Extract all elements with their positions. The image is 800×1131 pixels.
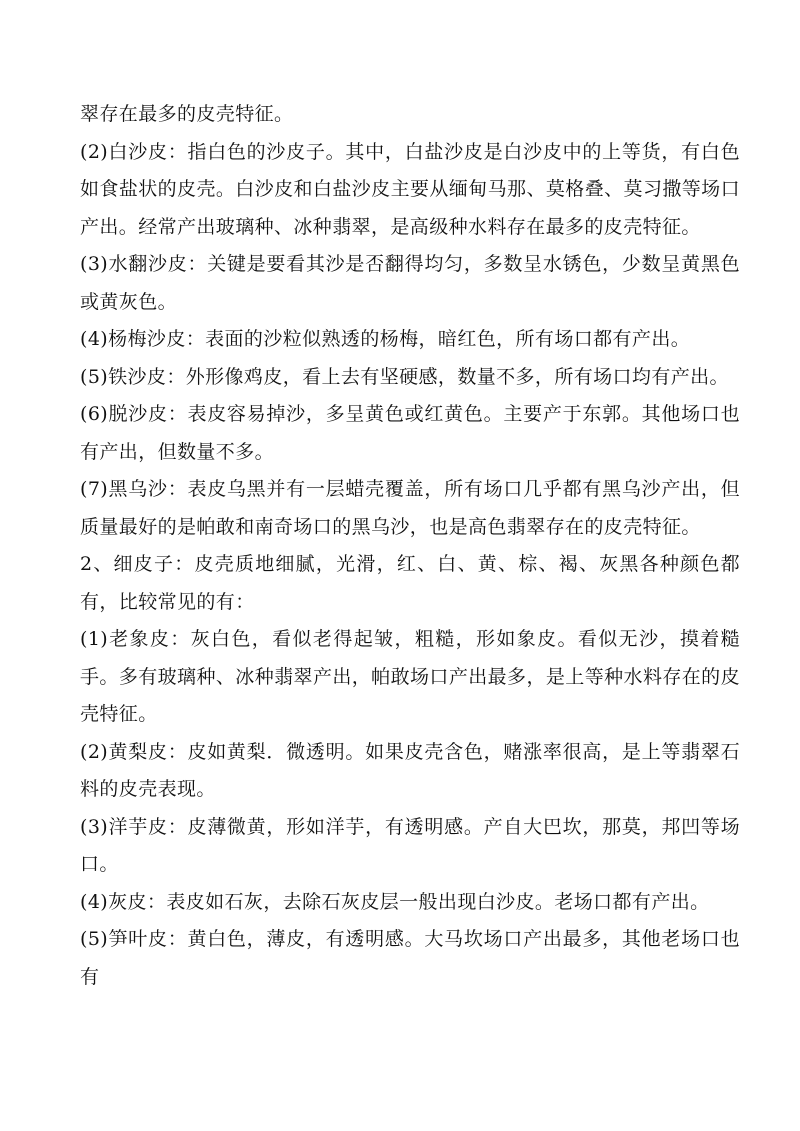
- paragraph-water-turned-sand-skin: (3)水翻沙皮：关键是要看其沙是否翻得均匀，多数呈水锈色，少数呈黄黑色或黄灰色。: [80, 253, 740, 313]
- paragraph-continuation: 翠存在最多的皮壳特征。: [80, 103, 294, 125]
- paragraph-old-elephant-skin: (1)老象皮：灰白色，看似老得起皱，粗糙，形如象皮。看似无沙，摸着糙手。多有玻璃种、冰种翡翠产出，帕敢场口产出最多，是上等种水料存在的皮壳特征。: [80, 628, 740, 725]
- paragraph-fine-skin-heading: 2、细皮子：皮壳质地细腻，光滑，红、白、黄、棕、褐、灰黑各种颜色都有，比较常见的有：: [80, 553, 740, 613]
- paragraph-black-crow-sand: (7)黑乌沙：表皮乌黑并有一层蜡壳覆盖，所有场口几乎都有黑乌沙产出，但质量最好的是帕敢和南奇场口的黑乌沙，也是高色翡翠存在的皮壳特征。: [80, 478, 740, 538]
- paragraph-shedding-sand-skin: (6)脱沙皮：表皮容易掉沙，多呈黄色或红黄色。主要产于东郭。其他场口也有产出，但数量不多。: [80, 403, 740, 463]
- paragraph-bamboo-leaf-skin: (5)笋叶皮：黄白色，薄皮，有透明感。大马坎场口产出最多，其他老场口也有: [80, 928, 740, 988]
- document-body: [80, 96, 740, 996]
- paragraph-yellow-pear-skin: (2)黄梨皮：皮如黄梨．微透明。如果皮壳含色，赌涨率很高，是上等翡翠石料的皮壳表现。: [80, 740, 740, 800]
- paragraph-bayberry-sand-skin: (4)杨梅沙皮：表面的沙粒似熟透的杨梅，暗红色，所有场口都有产出。: [80, 328, 691, 350]
- paragraph-grey-skin: (4)灰皮：表皮如石灰，去除石灰皮层一般出现白沙皮。老场口都有产出。: [80, 890, 710, 913]
- paragraph-iron-sand-skin: (5)铁沙皮：外形像鸡皮，看上去有坚硬感，数量不多，所有场口均有产出。: [80, 365, 729, 388]
- paragraph-white-sand-skin: (2)白沙皮：指白色的沙皮子。其中，白盐沙皮是白沙皮中的上等货，有白色如食盐状的皮壳。白沙皮和白盐沙皮主要从缅甸马那、莫格叠、莫习撒等场口产出。经常产出玻璃种、冰种翡翠，是高级种水料存在最多的皮壳特征。: [80, 140, 740, 238]
- paragraph-potato-skin: (3)洋芋皮：皮薄微黄，形如洋芋，有透明感。产自大巴坎，那莫，邦凹等场口。: [80, 815, 740, 875]
